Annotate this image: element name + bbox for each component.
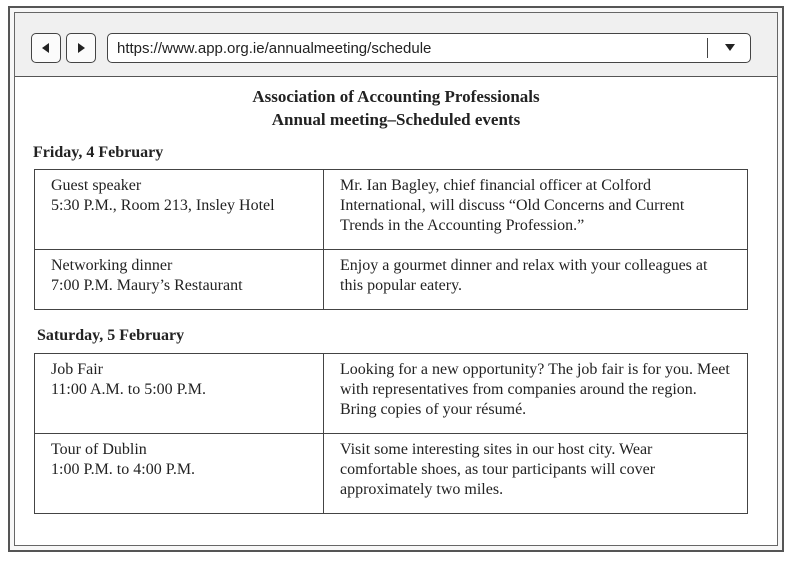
event-description: Looking for a new opportunity? The job fair is for you. Meet with representatives from companies around the region. Bring copies of your résumé. [324,354,748,434]
event-name: Guest speaker [51,177,142,194]
table-row [35,170,748,250]
schedule-table-saturday [34,353,748,514]
day-heading-friday: Friday, 4 February [33,144,164,161]
schedule-table-friday [34,169,748,310]
dropdown-arrow-icon[interactable] [723,43,737,53]
page-content [15,77,777,545]
page-subtitle: Annual meeting–Scheduled events [271,110,521,129]
event-time: 5:30 P.M., Room 213, Insley Hotel [51,197,275,214]
event-name: Networking dinner [51,257,173,274]
table-row [35,250,748,310]
forward-arrow-icon [75,42,87,54]
browser-window [14,12,778,546]
table-row [35,434,748,514]
event-time: 7:00 P.M. Maury’s Restaurant [51,277,243,294]
event-time: 1:00 P.M. to 4:00 P.M. [51,461,196,478]
event-cell [35,434,324,514]
event-cell [35,170,324,250]
back-arrow-icon [40,42,52,54]
event-description: Enjoy a gourmet dinner and relax with your colleagues at this popular eatery. [324,250,748,310]
table-row [35,354,748,434]
day-heading-saturday: Saturday, 5 February [37,327,185,344]
event-name: Job Fair [51,361,103,378]
url-text: https://www.app.org.ie/annualmeeting/schedule [117,39,432,57]
browser-window-frame [8,6,784,552]
event-description: Visit some interesting sites in our host city. Wear comfortable shoes, as tour participants will cover approximately two miles. [324,434,748,514]
forward-button[interactable] [66,33,96,63]
address-bar[interactable] [107,33,751,63]
browser-toolbar [15,13,777,77]
event-cell [35,250,324,310]
event-cell [35,354,324,434]
back-button[interactable] [31,33,61,63]
event-name: Tour of Dublin [51,441,147,458]
event-description: Mr. Ian Bagley, chief financial officer at Colford International, will discuss “Old Concerns and Current Trends in the Accounting Profession.” [324,170,748,250]
page-title: Association of Accounting Professionals [252,87,540,106]
event-time: 11:00 A.M. to 5:00 P.M. [51,381,206,398]
address-bar-divider [707,38,709,58]
